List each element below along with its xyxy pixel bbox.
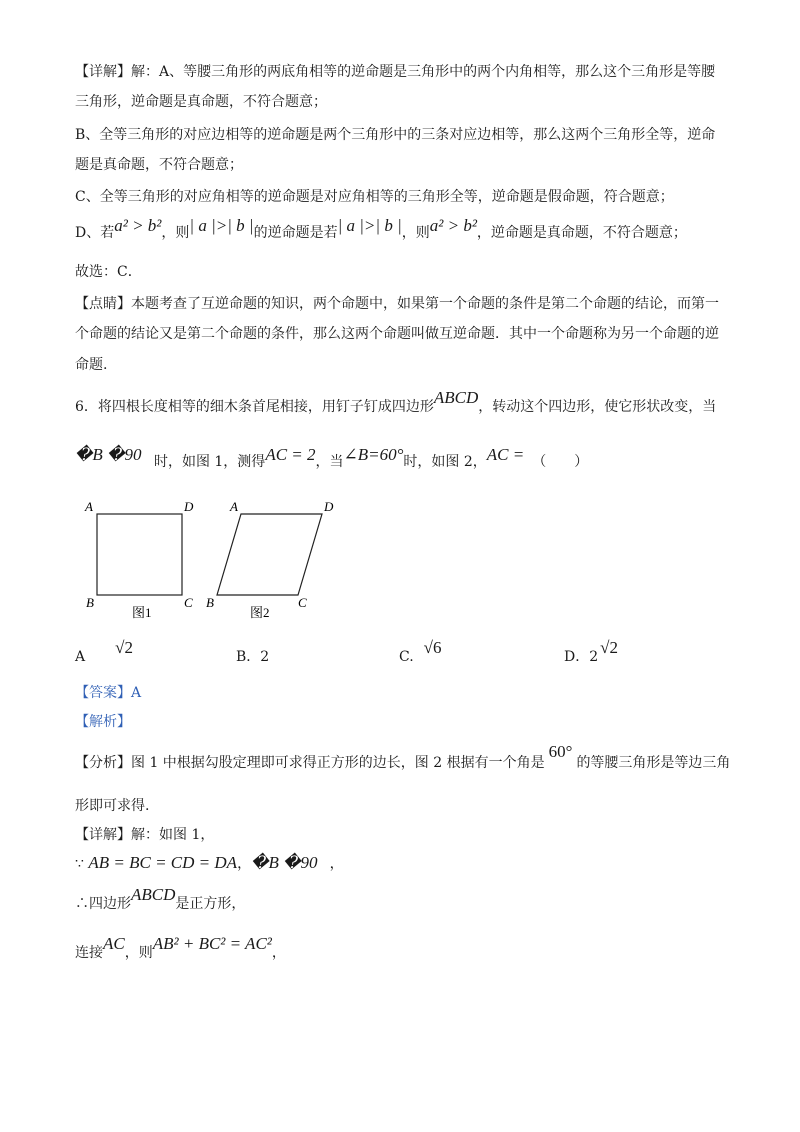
- vertex-b: B: [206, 595, 214, 610]
- figure-1-square: [84, 499, 194, 620]
- detail-line: C、全等三角形的对应角相等的逆命题是对应角相等的三角形全等，逆命题是假命题，符合题意；: [75, 189, 674, 205]
- math-angle-b-60: ∠B=60°: [343, 445, 404, 464]
- vertex-a: A: [230, 499, 238, 514]
- proof-line-2: ∴四边形ABCD是正方形，: [75, 885, 246, 912]
- option-b: B．2: [236, 649, 270, 665]
- math-abs: | a |>| b |: [189, 216, 254, 235]
- detail-line: 【详解】解：A、等腰三角形的两底角相等的逆命题是三角形中的两个内角相等，那么这个三角形是等腰: [75, 64, 716, 80]
- math-abcd: ABCD: [433, 388, 479, 407]
- question-line: 6．将四根长度相等的细木条首尾相接，用钉子钉成四边形ABCD，转动这个四边形，使它形状改变，当: [75, 388, 717, 415]
- math-abcd: ABCD: [131, 885, 176, 904]
- detail-line: B、全等三角形的对应边相等的逆命题是两个三角形中的三条对应边相等，那么这两个三角形全等，逆命: [75, 127, 716, 143]
- math-sides-equal: AB = BC = CD = DA: [88, 853, 238, 872]
- math-ac-eq: AC =: [486, 445, 525, 464]
- math-pythagoras: AB² + BC² = AC²: [152, 934, 272, 953]
- figure-2-rhombus: [206, 499, 334, 620]
- comment-line: 个命题的结论又是第二个命题的条件，那么这两个命题叫做互逆命题．其中一个命题称为另一个命题的逆: [75, 326, 719, 342]
- figures: [80, 495, 350, 625]
- math-b-90: �B �90: [251, 853, 318, 872]
- vertex-d: D: [324, 499, 334, 514]
- option-c: C. √6: [399, 638, 442, 665]
- math-a2-gt-b2: a² > b²: [429, 216, 477, 235]
- rhombus-shape: [217, 514, 322, 595]
- vertex-a: A: [85, 499, 93, 514]
- square-shape: [97, 514, 182, 595]
- figure-2-caption: 图2: [250, 605, 270, 620]
- math-60-deg: 60°: [548, 742, 573, 761]
- detail-line-d: D、若a² > b²，则| a |>| b |的逆命题是若| a |>| b |，则a² > b²，逆命题是真命题，不符合题意；: [75, 216, 687, 241]
- math-a2-gt-b2: a² > b²: [114, 216, 162, 235]
- analysis-tag: 【解析】: [75, 714, 131, 730]
- math-ac: AC: [103, 934, 125, 953]
- math-ac-eq-2: AC = 2: [265, 445, 316, 464]
- math-abs: | a |>| b |: [337, 216, 402, 235]
- analysis-line: 【分析】图 1 中根据勾股定理即可求得正方形的边长，图 2 根据有一个角是60°的等腰三角形是等边三角: [75, 742, 731, 771]
- math-b-90: �B �90: [75, 445, 142, 464]
- math-sqrt2: √2: [115, 638, 133, 657]
- figure-1-caption: 图1: [132, 605, 152, 620]
- vertex-c: C: [298, 595, 307, 610]
- vertex-b: B: [86, 595, 94, 610]
- comment-line: 【点睛】本题考查了互逆命题的知识，两个命题中，如果第一个命题的条件是第二个命题的结论，而第一: [75, 296, 719, 312]
- vertex-c: C: [184, 595, 193, 610]
- math-sqrt2: √2: [600, 638, 618, 657]
- detail-line: 三角形，逆命题是真命题，不符合题意；: [75, 94, 327, 110]
- detail-heading: 【详解】解：如图 1，: [75, 827, 215, 843]
- question-line-2: �B �90 时，如图 1，测得AC = 2，当∠B=60°时，如图 2，AC = （ ）: [75, 445, 589, 470]
- comment-line: 命题.: [75, 357, 108, 373]
- option-a: A √2: [75, 638, 133, 665]
- answer-tag: 【答案】A: [75, 685, 142, 701]
- option-d: D．2 √2: [564, 638, 618, 665]
- proof-line-3: 连接AC，则AB² + BC² = AC²，: [75, 934, 286, 961]
- choice-line: 故选：C．: [75, 264, 142, 280]
- detail-line: 题是真命题，不符合题意；: [75, 157, 243, 173]
- math-sqrt6: √6: [423, 638, 442, 657]
- analysis-line: 形即可求得.: [75, 798, 150, 814]
- vertex-d: D: [184, 499, 194, 514]
- proof-line-1: ∵ AB = BC = CD = DA，�B �90 ，: [75, 853, 344, 872]
